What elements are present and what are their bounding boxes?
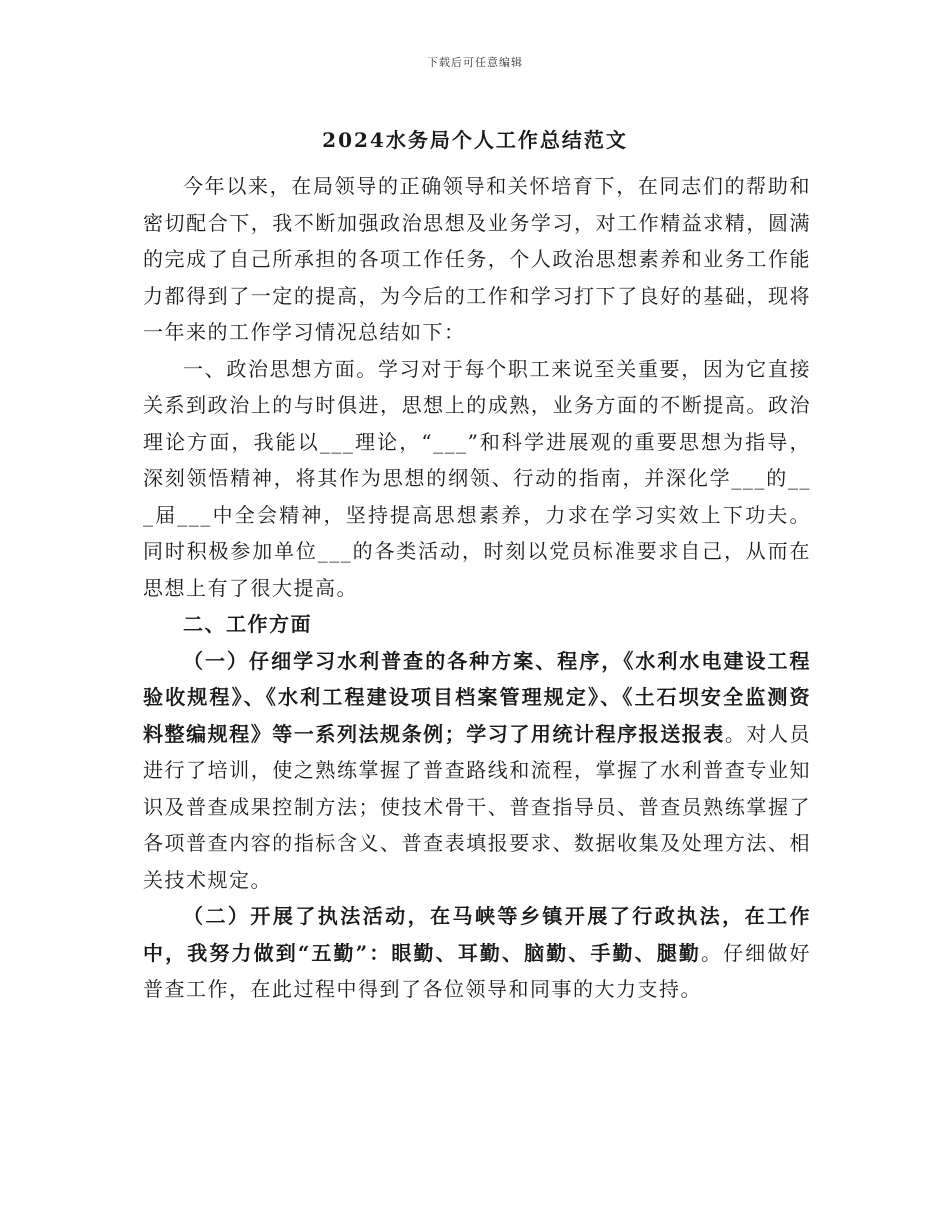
work-item-1-bold-text: （一）仔细学习水利普查的各种方案、程序，《水利水电建设工程验收规程》、《水利工程建设项目档案管理规定》、《土石坝安全监测资料整编规程》等一系列法规条例；学习了用统计程序报送报表	[143, 648, 811, 746]
intro-paragraph: 今年以来，在局领导的正确领导和关怀培育下，在同志们的帮助和密切配合下，我不断加强政治思想及业务学习，对工作精益求精，圆满的完成了自己所承担的各项工作任务，个人政治思想素养和业务工作能力都得到了一定的提高，为今后的工作和学习打下了良好的基础，现将一年来的工作学习情况总结如下：	[143, 174, 811, 344]
document-body	[143, 168, 811, 1008]
document-title: 2024水务局个人工作总结范文	[322, 128, 628, 152]
section-work-heading: 二、工作方面	[183, 612, 312, 636]
work-item-2-bold-text: （二）开展了执法活动，在马峡等乡镇开展了行政执法，在工作中，我努力做到“五勤”：眼勤、耳勤、脑勤、手勤、腿勤	[143, 904, 811, 965]
section-political-paragraph: 一、政治思想方面。学习对于每个职工来说至关重要，因为它直接关系到政治上的与时俱进，思想上的成熟，业务方面的不断提高。政治理论方面，我能以___理论，“___”和科学进展观的重要思想为指导，深刻领悟精神，将其作为思想的纲领、行动的指南，并深化学___的___届___中全会精神，坚持提高思想素养，力求在学习实效上下功夫。同时积极参加单位___的各类活动，时刻以党员标准要求自己，从而在思想上有了很大提高。	[143, 356, 811, 600]
work-item-2-text: 。仔细做好普查工作，在此过程中得到了各位领导和同事的大力支持。	[143, 940, 811, 1001]
header-note: 下载后可任意编辑	[427, 56, 523, 69]
work-item-2-paragraph	[143, 898, 811, 1008]
work-item-1-text: 。对人员进行了培训，使之熟练掌握了普查路线和流程，掌握了水利普查专业知识及普查成果控制方法；使技术骨干、普查指导员、普查员熟练掌握了各项普查内容的指标含义、普查表填报要求、数据收集及处理方法、相关技术规定。	[143, 721, 812, 892]
work-item-1-paragraph	[143, 643, 811, 899]
